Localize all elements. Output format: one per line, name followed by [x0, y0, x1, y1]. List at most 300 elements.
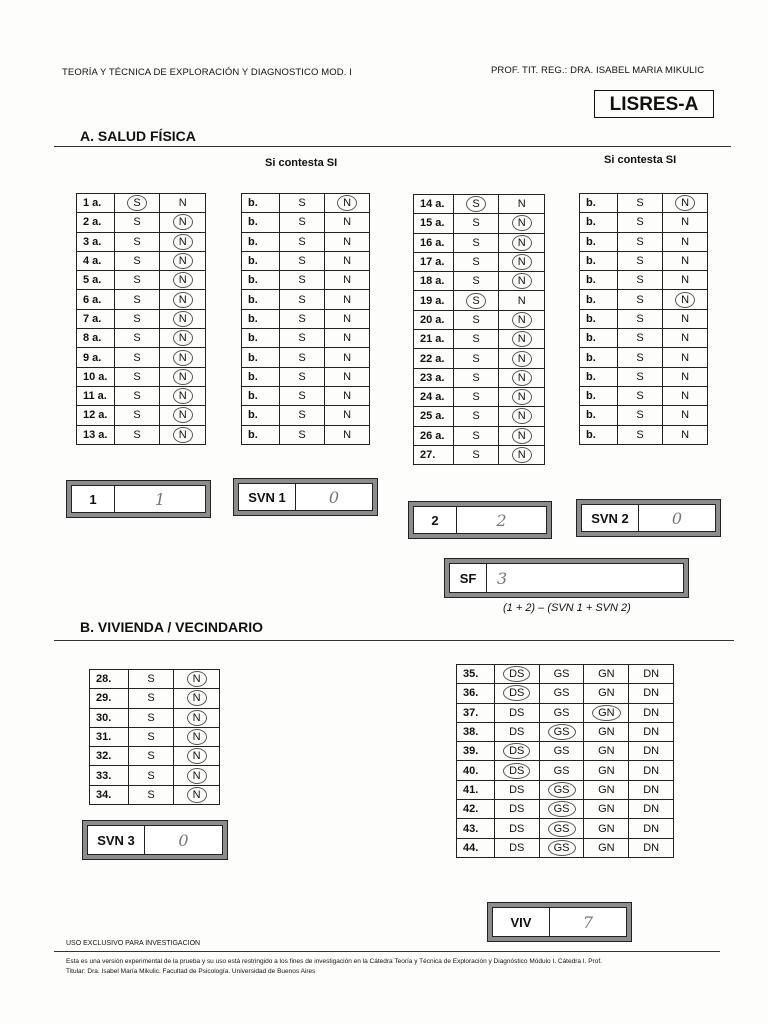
answer-s-cell[interactable]	[617, 367, 663, 386]
table-row	[77, 194, 206, 213]
item-label: 12 a.	[77, 406, 115, 425]
answer-n: N	[512, 447, 532, 463]
answer-s-cell[interactable]	[453, 330, 499, 349]
answer-s: S	[472, 410, 480, 423]
answer-s-cell[interactable]	[114, 213, 160, 232]
answer-n: N	[173, 427, 193, 443]
answer-n: N	[343, 409, 352, 422]
answer-n: N	[681, 370, 690, 383]
answer-s-cell[interactable]	[453, 310, 499, 329]
answer-n-cell[interactable]	[499, 368, 545, 387]
answer-s: S	[472, 236, 480, 249]
answer-n-cell[interactable]	[160, 309, 206, 328]
score-svn2-key: SVN 2	[582, 505, 639, 531]
answer-s-cell[interactable]	[279, 425, 325, 444]
answer-gn-cell[interactable]	[584, 722, 629, 741]
answer-n-cell[interactable]	[325, 425, 370, 444]
answer-s-cell[interactable]	[617, 251, 663, 270]
answer-gs-cell[interactable]	[539, 722, 584, 741]
answer-n: N	[343, 390, 352, 403]
item-label: 30.	[90, 708, 129, 727]
answer-n-cell[interactable]	[663, 232, 708, 251]
answer-dn-cell[interactable]	[629, 722, 674, 741]
table-items-1-13	[76, 193, 206, 445]
answer-dn-cell[interactable]	[629, 819, 674, 838]
answer-n-cell[interactable]	[160, 290, 206, 309]
answer-s-cell[interactable]	[279, 194, 325, 213]
answer-gs-cell[interactable]	[539, 761, 584, 780]
answer-s-cell[interactable]	[114, 386, 160, 405]
answer-s-cell[interactable]	[453, 233, 499, 252]
score-box-svn1	[233, 478, 378, 516]
answer-s: S	[472, 391, 480, 404]
answer-n-cell[interactable]	[325, 348, 370, 367]
table-row	[414, 330, 545, 349]
answer-gs: GS	[553, 745, 570, 758]
item-label: b.	[242, 348, 280, 367]
answer-n-cell[interactable]	[663, 290, 708, 309]
answer-s: S	[636, 332, 644, 345]
answer-s-cell[interactable]	[453, 407, 499, 426]
item-label: 6 a.	[77, 290, 115, 309]
table-row	[77, 251, 206, 270]
answer-gn-cell[interactable]	[584, 742, 629, 761]
table-row	[242, 232, 370, 251]
form-title: LISRES-A	[594, 90, 714, 118]
answer-n-cell[interactable]	[160, 406, 206, 425]
answer-s: S	[636, 255, 644, 268]
answer-s: S	[636, 390, 644, 403]
answer-s-cell[interactable]	[617, 386, 663, 405]
answer-n-cell[interactable]	[499, 233, 545, 252]
answer-gn-cell[interactable]	[584, 703, 629, 722]
answer-n-cell[interactable]	[499, 426, 545, 445]
table-row	[414, 252, 545, 271]
answer-gs: GS	[548, 840, 576, 856]
item-label: 16 a.	[414, 233, 454, 252]
score-1-value[interactable]: 1	[154, 489, 166, 509]
footer-line-2: Titular: Dra. Isabel María Mikulic. Facultad de Psicología. Universidad de Buenos Aires	[66, 968, 316, 975]
answer-n-cell[interactable]	[663, 329, 708, 348]
answer-n-cell[interactable]	[160, 367, 206, 386]
answer-s-cell[interactable]	[114, 309, 160, 328]
answer-s-cell[interactable]	[453, 368, 499, 387]
score-viv-key: VIV	[493, 908, 550, 936]
answer-n-cell[interactable]	[325, 290, 370, 309]
answer-n-cell[interactable]	[174, 708, 220, 727]
answer-s: S	[133, 370, 141, 383]
item-label: b.	[242, 386, 280, 405]
answer-dn: DN	[643, 783, 660, 796]
answer-n-cell[interactable]	[174, 727, 220, 746]
answer-s: S	[636, 351, 644, 364]
answer-s: S	[298, 197, 306, 210]
table-row	[77, 367, 206, 386]
answer-gn-cell[interactable]	[584, 780, 629, 799]
item-label: b.	[580, 309, 618, 328]
answer-s-cell[interactable]	[128, 727, 174, 746]
answer-n-cell[interactable]	[174, 689, 220, 708]
score-box-svn3	[82, 820, 228, 860]
answer-s-cell[interactable]	[453, 387, 499, 406]
item-label: 25 a.	[414, 407, 454, 426]
answer-s: S	[636, 428, 644, 441]
answer-n-cell[interactable]	[160, 271, 206, 290]
si-contesta-label-2: Si contesta SI	[604, 154, 677, 166]
table-row	[414, 368, 545, 387]
answer-s-cell[interactable]	[453, 349, 499, 368]
answer-dn-cell[interactable]	[629, 703, 674, 722]
answer-s: S	[298, 293, 306, 306]
answer-s-cell[interactable]	[279, 329, 325, 348]
score-viv-value[interactable]: 7	[582, 912, 594, 932]
table-row	[580, 232, 708, 251]
answer-gn: GN	[592, 705, 621, 721]
answer-s-cell[interactable]	[279, 406, 325, 425]
answer-n-cell[interactable]	[160, 386, 206, 405]
item-label: b.	[580, 406, 618, 425]
answer-n-cell[interactable]	[174, 747, 220, 766]
answer-s-cell[interactable]	[114, 194, 160, 213]
answer-gn-cell[interactable]	[584, 684, 629, 703]
answer-n-cell[interactable]	[663, 425, 708, 444]
table-row	[242, 348, 370, 367]
answer-s: S	[298, 370, 306, 383]
score-2-key: 2	[414, 507, 457, 533]
answer-n: N	[675, 195, 695, 211]
table-items-14-27	[413, 194, 545, 465]
table-row	[77, 232, 206, 251]
answer-n-cell[interactable]	[663, 367, 708, 386]
answer-s-cell[interactable]	[279, 251, 325, 270]
item-label: 2 a.	[77, 213, 115, 232]
answer-dn-cell[interactable]	[629, 665, 674, 684]
answer-n-cell[interactable]	[663, 213, 708, 232]
answer-s-cell[interactable]	[279, 309, 325, 328]
answer-n-cell[interactable]	[663, 251, 708, 270]
item-label: 35.	[457, 665, 495, 684]
answer-s: S	[133, 409, 141, 422]
table-row	[414, 445, 545, 464]
answer-n: N	[173, 292, 193, 308]
answer-s-cell[interactable]	[279, 232, 325, 251]
answer-n-cell[interactable]	[499, 214, 545, 233]
answer-s-cell[interactable]	[114, 406, 160, 425]
answer-n: N	[681, 351, 690, 364]
answer-ds-cell[interactable]	[494, 703, 539, 722]
answer-s-cell[interactable]	[617, 213, 663, 232]
answer-dn-cell[interactable]	[629, 742, 674, 761]
answer-s-cell[interactable]	[453, 445, 499, 464]
answer-s-cell[interactable]	[453, 195, 499, 214]
answer-ds: DS	[509, 783, 525, 796]
answer-ds-cell[interactable]	[494, 819, 539, 838]
answer-gs-cell[interactable]	[539, 684, 584, 703]
table-row	[77, 329, 206, 348]
table-row	[242, 425, 370, 444]
answer-ds-cell[interactable]	[494, 780, 539, 799]
section-a-title: A. SALUD FÍSICA	[80, 128, 196, 144]
score-svn1-value[interactable]: 0	[328, 487, 340, 507]
table-row	[90, 747, 220, 766]
answer-n-cell[interactable]	[499, 195, 545, 214]
score-1-key: 1	[72, 486, 115, 512]
item-label: b.	[580, 251, 618, 270]
answer-n-cell[interactable]	[499, 407, 545, 426]
table-row	[414, 387, 545, 406]
answer-n-cell[interactable]	[160, 213, 206, 232]
score-svn3-key: SVN 3	[88, 826, 145, 854]
answer-ds-cell[interactable]	[494, 722, 539, 741]
answer-s: S	[472, 449, 480, 461]
answer-n: N	[681, 274, 690, 287]
answer-n-cell[interactable]	[325, 271, 370, 290]
answer-s: S	[636, 197, 644, 210]
answer-n: N	[512, 428, 532, 444]
answer-s: S	[147, 692, 155, 705]
answer-s-cell[interactable]	[453, 272, 499, 291]
table-row	[90, 785, 220, 804]
answer-gn-cell[interactable]	[584, 761, 629, 780]
table-row	[414, 407, 545, 426]
answer-s: S	[298, 235, 306, 248]
answer-dn-cell[interactable]	[629, 800, 674, 819]
table-row	[242, 251, 370, 270]
item-label: 39.	[457, 742, 495, 761]
answer-n-cell[interactable]	[325, 329, 370, 348]
score-box-2	[408, 501, 552, 539]
answer-gs: GS	[548, 724, 576, 740]
score-svn3-value[interactable]: 0	[178, 830, 189, 850]
answer-s-cell[interactable]	[128, 785, 174, 804]
answer-ds-cell[interactable]	[494, 742, 539, 761]
header-professor: PROF. TIT. REG.: DRA. ISABEL MARIA MIKULIC	[491, 65, 705, 76]
answer-gn-cell[interactable]	[584, 800, 629, 819]
answer-ds-cell[interactable]	[494, 838, 539, 857]
answer-dn-cell[interactable]	[629, 684, 674, 703]
answer-n-cell[interactable]	[499, 272, 545, 291]
answer-s-cell[interactable]	[128, 708, 174, 727]
table-row	[90, 670, 220, 689]
answer-s-cell[interactable]	[279, 348, 325, 367]
answer-n-cell[interactable]	[325, 194, 370, 213]
table-row	[90, 766, 220, 785]
answer-s-cell[interactable]	[114, 290, 160, 309]
answer-n: N	[512, 254, 532, 270]
answer-dn: DN	[643, 687, 660, 700]
item-label: b.	[580, 232, 618, 251]
answer-s-cell[interactable]	[617, 232, 663, 251]
answer-s: S	[298, 390, 306, 403]
answer-n-cell[interactable]	[325, 367, 370, 386]
answer-n: N	[173, 407, 193, 423]
answer-n-cell[interactable]	[160, 251, 206, 270]
answer-s: S	[147, 750, 155, 763]
answer-n: N	[512, 331, 532, 347]
answer-n-cell[interactable]	[499, 291, 545, 310]
answer-gs-cell[interactable]	[539, 780, 584, 799]
table-row	[242, 194, 370, 213]
answer-gs-cell[interactable]	[539, 838, 584, 857]
answer-n-cell[interactable]	[160, 348, 206, 367]
answer-s: S	[472, 256, 480, 269]
answer-s: S	[133, 293, 141, 306]
answer-s-cell[interactable]	[114, 329, 160, 348]
answer-n-cell[interactable]	[325, 213, 370, 232]
answer-n-cell[interactable]	[663, 406, 708, 425]
answer-gs-cell[interactable]	[539, 742, 584, 761]
answer-s-cell[interactable]	[114, 425, 160, 444]
answer-n: N	[173, 214, 193, 230]
answer-s-cell[interactable]	[453, 291, 499, 310]
answer-n: N	[681, 332, 690, 345]
answer-ds-cell[interactable]	[494, 665, 539, 684]
answer-s-cell[interactable]	[617, 309, 663, 328]
answer-s-cell[interactable]	[114, 348, 160, 367]
answer-ds-cell[interactable]	[494, 800, 539, 819]
answer-s-cell[interactable]	[279, 290, 325, 309]
table-row	[457, 722, 674, 741]
answer-n-cell[interactable]	[663, 386, 708, 405]
score-box-viv	[487, 902, 632, 942]
answer-s-cell[interactable]	[453, 252, 499, 271]
answer-n: N	[675, 292, 695, 308]
answer-s-cell[interactable]	[128, 747, 174, 766]
answer-dn-cell[interactable]	[629, 838, 674, 857]
item-label: b.	[242, 290, 280, 309]
answer-n-cell[interactable]	[499, 387, 545, 406]
answer-n-cell[interactable]	[160, 329, 206, 348]
answer-n-cell[interactable]	[174, 670, 220, 689]
answer-n-cell[interactable]	[160, 232, 206, 251]
item-label: b.	[580, 271, 618, 290]
answer-s: S	[298, 255, 306, 268]
answer-dn-cell[interactable]	[629, 780, 674, 799]
answer-gs-cell[interactable]	[539, 665, 584, 684]
answer-n-cell[interactable]	[160, 425, 206, 444]
table-row	[457, 819, 674, 838]
answer-s-cell[interactable]	[617, 290, 663, 309]
answer-n-cell[interactable]	[325, 232, 370, 251]
answer-s-cell[interactable]	[279, 386, 325, 405]
answer-n: N	[187, 768, 207, 784]
answer-gn-cell[interactable]	[584, 838, 629, 857]
score-2-value[interactable]: 2	[496, 510, 507, 530]
answer-s-cell[interactable]	[279, 367, 325, 386]
item-label: 26 a.	[414, 426, 454, 445]
answer-dn: DN	[643, 706, 660, 719]
answer-s-cell[interactable]	[128, 766, 174, 785]
answer-s-cell[interactable]	[114, 367, 160, 386]
table-row	[580, 348, 708, 367]
answer-n-cell[interactable]	[325, 309, 370, 328]
answer-s: S	[636, 293, 644, 306]
answer-s-cell[interactable]	[279, 271, 325, 290]
answer-n-cell[interactable]	[499, 252, 545, 271]
item-label: 10 a.	[77, 367, 115, 386]
score-sf-value[interactable]: 3	[497, 568, 508, 588]
score-svn2-value[interactable]: 0	[671, 508, 683, 528]
answer-gn-cell[interactable]	[584, 665, 629, 684]
table-items-14-26-b	[579, 193, 708, 445]
answer-n-cell[interactable]	[325, 406, 370, 425]
table-row	[457, 838, 674, 857]
answer-n: N	[187, 690, 207, 706]
answer-n: N	[178, 197, 187, 210]
item-label: b.	[580, 386, 618, 405]
answer-s-cell[interactable]	[128, 670, 174, 689]
answer-n-cell[interactable]	[325, 386, 370, 405]
answer-s-cell[interactable]	[617, 329, 663, 348]
footer-line-1: Esta es una versión experimental de la prueba y su uso está restringido a los fines de investigación en la Cátedra Teoría y Técnica de Exploración y Diagnóstico Módulo I. Cátedra I. Prof.	[66, 958, 602, 965]
table-row	[580, 406, 708, 425]
table-row	[242, 213, 370, 232]
answer-s-cell[interactable]	[617, 271, 663, 290]
table-row	[77, 290, 206, 309]
answer-s-cell[interactable]	[617, 348, 663, 367]
answer-n-cell[interactable]	[663, 271, 708, 290]
answer-n-cell[interactable]	[499, 310, 545, 329]
table-row	[457, 684, 674, 703]
answer-n-cell[interactable]	[160, 194, 206, 213]
answer-dn-cell[interactable]	[629, 761, 674, 780]
answer-gs: GS	[553, 706, 570, 719]
answer-s-cell[interactable]	[617, 425, 663, 444]
item-label: b.	[242, 194, 280, 213]
answer-s-cell[interactable]	[114, 271, 160, 290]
answer-n-cell[interactable]	[174, 766, 220, 785]
answer-s: S	[636, 409, 644, 422]
answer-s-cell[interactable]	[114, 232, 160, 251]
answer-ds: DS	[509, 841, 525, 854]
answer-n: N	[187, 710, 207, 726]
answer-n: N	[173, 253, 193, 269]
answer-s-cell[interactable]	[617, 194, 663, 213]
answer-n-cell[interactable]	[663, 194, 708, 213]
answer-n-cell[interactable]	[499, 445, 545, 464]
answer-s-cell[interactable]	[453, 214, 499, 233]
answer-n-cell[interactable]	[325, 251, 370, 270]
answer-gs-cell[interactable]	[539, 800, 584, 819]
answer-s: S	[466, 293, 485, 309]
answer-ds: DS	[509, 822, 525, 835]
answer-gs-cell[interactable]	[539, 703, 584, 722]
answer-s-cell[interactable]	[279, 213, 325, 232]
answer-s-cell[interactable]	[128, 689, 174, 708]
answer-n-cell[interactable]	[499, 349, 545, 368]
answer-n-cell[interactable]	[663, 309, 708, 328]
answer-s-cell[interactable]	[617, 406, 663, 425]
answer-n-cell[interactable]	[174, 785, 220, 804]
answer-n-cell[interactable]	[663, 348, 708, 367]
item-label: b.	[580, 290, 618, 309]
answer-gs-cell[interactable]	[539, 819, 584, 838]
table-row	[414, 233, 545, 252]
answer-ds-cell[interactable]	[494, 684, 539, 703]
table-row	[414, 349, 545, 368]
answer-ds-cell[interactable]	[494, 761, 539, 780]
answer-s: S	[636, 312, 644, 325]
answer-s-cell[interactable]	[114, 251, 160, 270]
answer-n: N	[343, 274, 352, 287]
answer-gn-cell[interactable]	[584, 819, 629, 838]
answer-s-cell[interactable]	[453, 426, 499, 445]
answer-s: S	[636, 274, 644, 287]
table-row	[242, 386, 370, 405]
item-label: 29.	[90, 689, 129, 708]
answer-n-cell[interactable]	[499, 330, 545, 349]
answer-n: N	[681, 428, 690, 441]
